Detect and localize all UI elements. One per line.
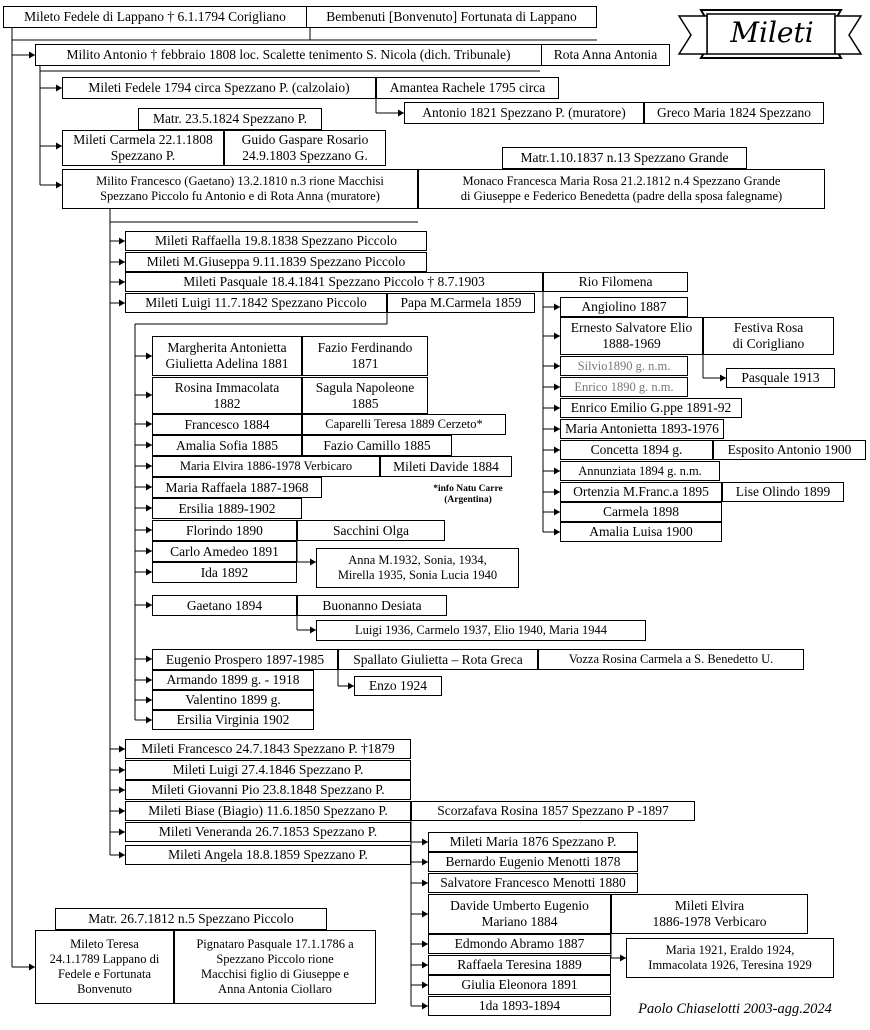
person-box-b3: Milito Antonio † febbraio 1808 loc. Scalette tenimento S. Nicola (dich. Tribunale) [35,44,542,66]
person-box-b79: 1da 1893-1894 [428,996,611,1016]
title-text: Mileti [730,16,814,49]
person-box-b75: Edmondo Abramo 1887 [428,934,611,954]
person-box-b30: Esposito Antonio 1900 [713,440,866,460]
person-box-b28: Maria Antonietta 1893-1976 [560,419,724,439]
person-box-b31: Annunziata 1894 g. n.m. [560,461,720,481]
person-box-b80: Matr. 26.7.1812 n.5 Spezzano Piccolo [55,908,327,930]
person-box-b67: Scorzafava Rosina 1857 Spezzano P -1897 [411,801,695,821]
person-box-b4: Rota Anna Antonia [541,44,670,66]
person-box-b55: Luigi 1936, Carmelo 1937, Elio 1940, Maria 1944 [316,620,646,641]
person-box-b81: Mileto Teresa 24.1.1789 Lappano di Fedele e Fortunata Bonvenuto [35,930,174,1004]
person-box-b32: Ortenzia M.Franc.a 1895 [560,482,722,502]
person-box-b64: Mileti Luigi 27.4.1846 Spezzano P. [125,760,411,780]
person-box-b8: Greco Maria 1824 Spezzano [644,102,824,124]
title-scroll [677,6,863,62]
person-box-b25: Enrico 1890 g. n.m. [560,377,688,397]
person-box-b41: Caparelli Teresa 1889 Cerzeto* [302,414,506,435]
person-box-b14: Monaco Francesca Maria Rosa 21.2.1812 n.4 Spezzano Grande di Giuseppe e Federico Benedetta (padre della sposa falegname) [418,169,825,209]
person-box-b57: Spallato Giulietta – Rota Greca [338,649,538,670]
person-box-b12: Matr.1.10.1837 n.13 Spezzano Grande [502,147,747,169]
person-box-b2: Bembenuti [Bonvenuto] Fortunata di Lappano [306,6,597,28]
person-box-b10: Mileti Carmela 22.1.1808 Spezzano P. [62,130,224,166]
person-box-b5: Mileti Fedele 1794 circa Spezzano P. (calzolaio) [62,77,376,99]
person-box-b51: Ida 1892 [152,562,297,583]
person-box-b17: Mileti Pasquale 18.4.1841 Spezzano Piccolo † 8.7.1903 [125,272,543,292]
person-box-b49: Sacchini Olga [297,520,445,541]
person-box-b7: Antonio 1821 Spezzano P. (muratore) [404,102,644,124]
person-box-b46: Maria Raffaela 1887-1968 [152,477,322,498]
person-box-b43: Fazio Camillo 1885 [302,435,452,456]
person-box-b6: Amantea Rachele 1795 circa [376,77,559,99]
person-box-b74: Mileti Elvira 1886-1978 Verbicaro [611,894,808,934]
person-box-b47: Ersilia 1889-1902 [152,498,302,519]
person-box-b38: Rosina Immacolata 1882 [152,377,302,414]
person-box-b62: Ersilia Virginia 1902 [152,710,314,730]
person-box-b11: Guido Gaspare Rosario 24.9.1803 Spezzano G. [224,130,386,166]
person-box-b76: Maria 1921, Eraldo 1924, Immacolata 1926, Teresina 1929 [626,938,834,978]
person-box-b70: Mileti Maria 1876 Spezzano P. [428,832,638,852]
person-box-b71: Bernardo Eugenio Menotti 1878 [428,852,638,872]
person-box-b48: Florindo 1890 [152,520,297,541]
person-box-b37: Fazio Ferdinando 1871 [302,336,428,376]
person-box-b72: Salvatore Francesco Menotti 1880 [428,873,638,893]
person-box-b69: Mileti Angela 18.8.1859 Spezzano P. [125,845,411,865]
person-box-b42: Amalia Sofia 1885 [152,435,302,456]
person-box-b60: Enzo 1924 [354,676,442,696]
person-box-b59: Armando 1899 g. - 1918 [152,670,314,690]
person-box-b78: Giulia Eleonora 1891 [428,975,611,995]
credit-text: Paolo Chiaselotti 2003-agg.2024 [638,1001,832,1017]
person-box-b20: Papa M.Carmela 1859 [387,293,535,313]
person-box-b35: Amalia Luisa 1900 [560,522,722,542]
person-box-b26: Pasquale 1913 [726,368,835,388]
person-box-b68: Mileti Veneranda 26.7.1853 Spezzano P. [125,822,411,842]
person-box-b66: Mileti Biase (Biagio) 11.6.1850 Spezzano P. [125,801,411,821]
person-box-b18: Rio Filomena [543,272,688,292]
person-box-b82: Pignataro Pasquale 17.1.1786 a Spezzano Piccolo rione Macchisi figlio di Giuseppe e Anna Antonia Ciollaro [174,930,376,1004]
person-box-b29: Concetta 1894 g. [560,440,713,460]
person-box-b21: Angiolino 1887 [560,297,688,317]
person-box-b54: Buonanno Desiata [297,595,447,616]
person-box-b9: Matr. 23.5.1824 Spezzano P. [138,108,322,130]
person-box-b73: Davide Umberto Eugenio Mariano 1884 [428,894,611,934]
person-box-b36: Margherita Antonietta Giulietta Adelina 1881 [152,336,302,376]
person-box-b61: Valentino 1899 g. [152,690,314,710]
person-box-b39: Sagula Napoleone 1885 [302,377,428,414]
person-box-b65: Mileti Giovanni Pio 23.8.1848 Spezzano P. [125,780,411,800]
person-box-b19: Mileti Luigi 11.7.1842 Spezzano Piccolo [125,293,387,313]
person-box-b45: Mileti Davide 1884 [380,456,512,477]
person-box-b23: Festiva Rosa di Corigliano [703,317,834,355]
person-box-b40: Francesco 1884 [152,414,302,435]
info-note: *info Natu Carre (Argentina) [433,484,503,505]
person-box-b13: Milito Francesco (Gaetano) 13.2.1810 n.3 rione Macchisi Spezzano Piccolo fu Antonio e di Rota Anna (muratore) [62,169,418,209]
person-box-b15: Mileti Raffaella 19.8.1838 Spezzano Piccolo [125,231,427,251]
person-box-b52: Anna M.1932, Sonia, 1934, Mirella 1935, Sonia Lucia 1940 [316,548,519,588]
person-box-b56: Eugenio Prospero 1897-1985 [152,649,338,670]
person-box-b33: Lise Olindo 1899 [722,482,844,502]
person-box-b58: Vozza Rosina Carmela a S. Benedetto U. [538,649,804,670]
person-box-b50: Carlo Amedeo 1891 [152,541,297,562]
person-box-b24: Silvio1890 g. n.m. [560,356,688,376]
person-box-b1: Mileto Fedele di Lappano † 6.1.1794 Corigliano [3,6,307,28]
person-box-b77: Raffaela Teresina 1889 [428,955,611,975]
person-box-b22: Ernesto Salvatore Elio 1888-1969 [560,317,703,355]
person-box-b34: Carmela 1898 [560,502,722,522]
person-box-b27: Enrico Emilio G.ppe 1891-92 [560,398,742,418]
person-box-b53: Gaetano 1894 [152,595,297,616]
person-box-b63: Mileti Francesco 24.7.1843 Spezzano P. †1879 [125,739,411,759]
person-box-b16: Mileti M.Giuseppa 9.11.1839 Spezzano Piccolo [125,252,427,272]
person-box-b44: Maria Elvira 1886-1978 Verbicaro [152,456,380,477]
